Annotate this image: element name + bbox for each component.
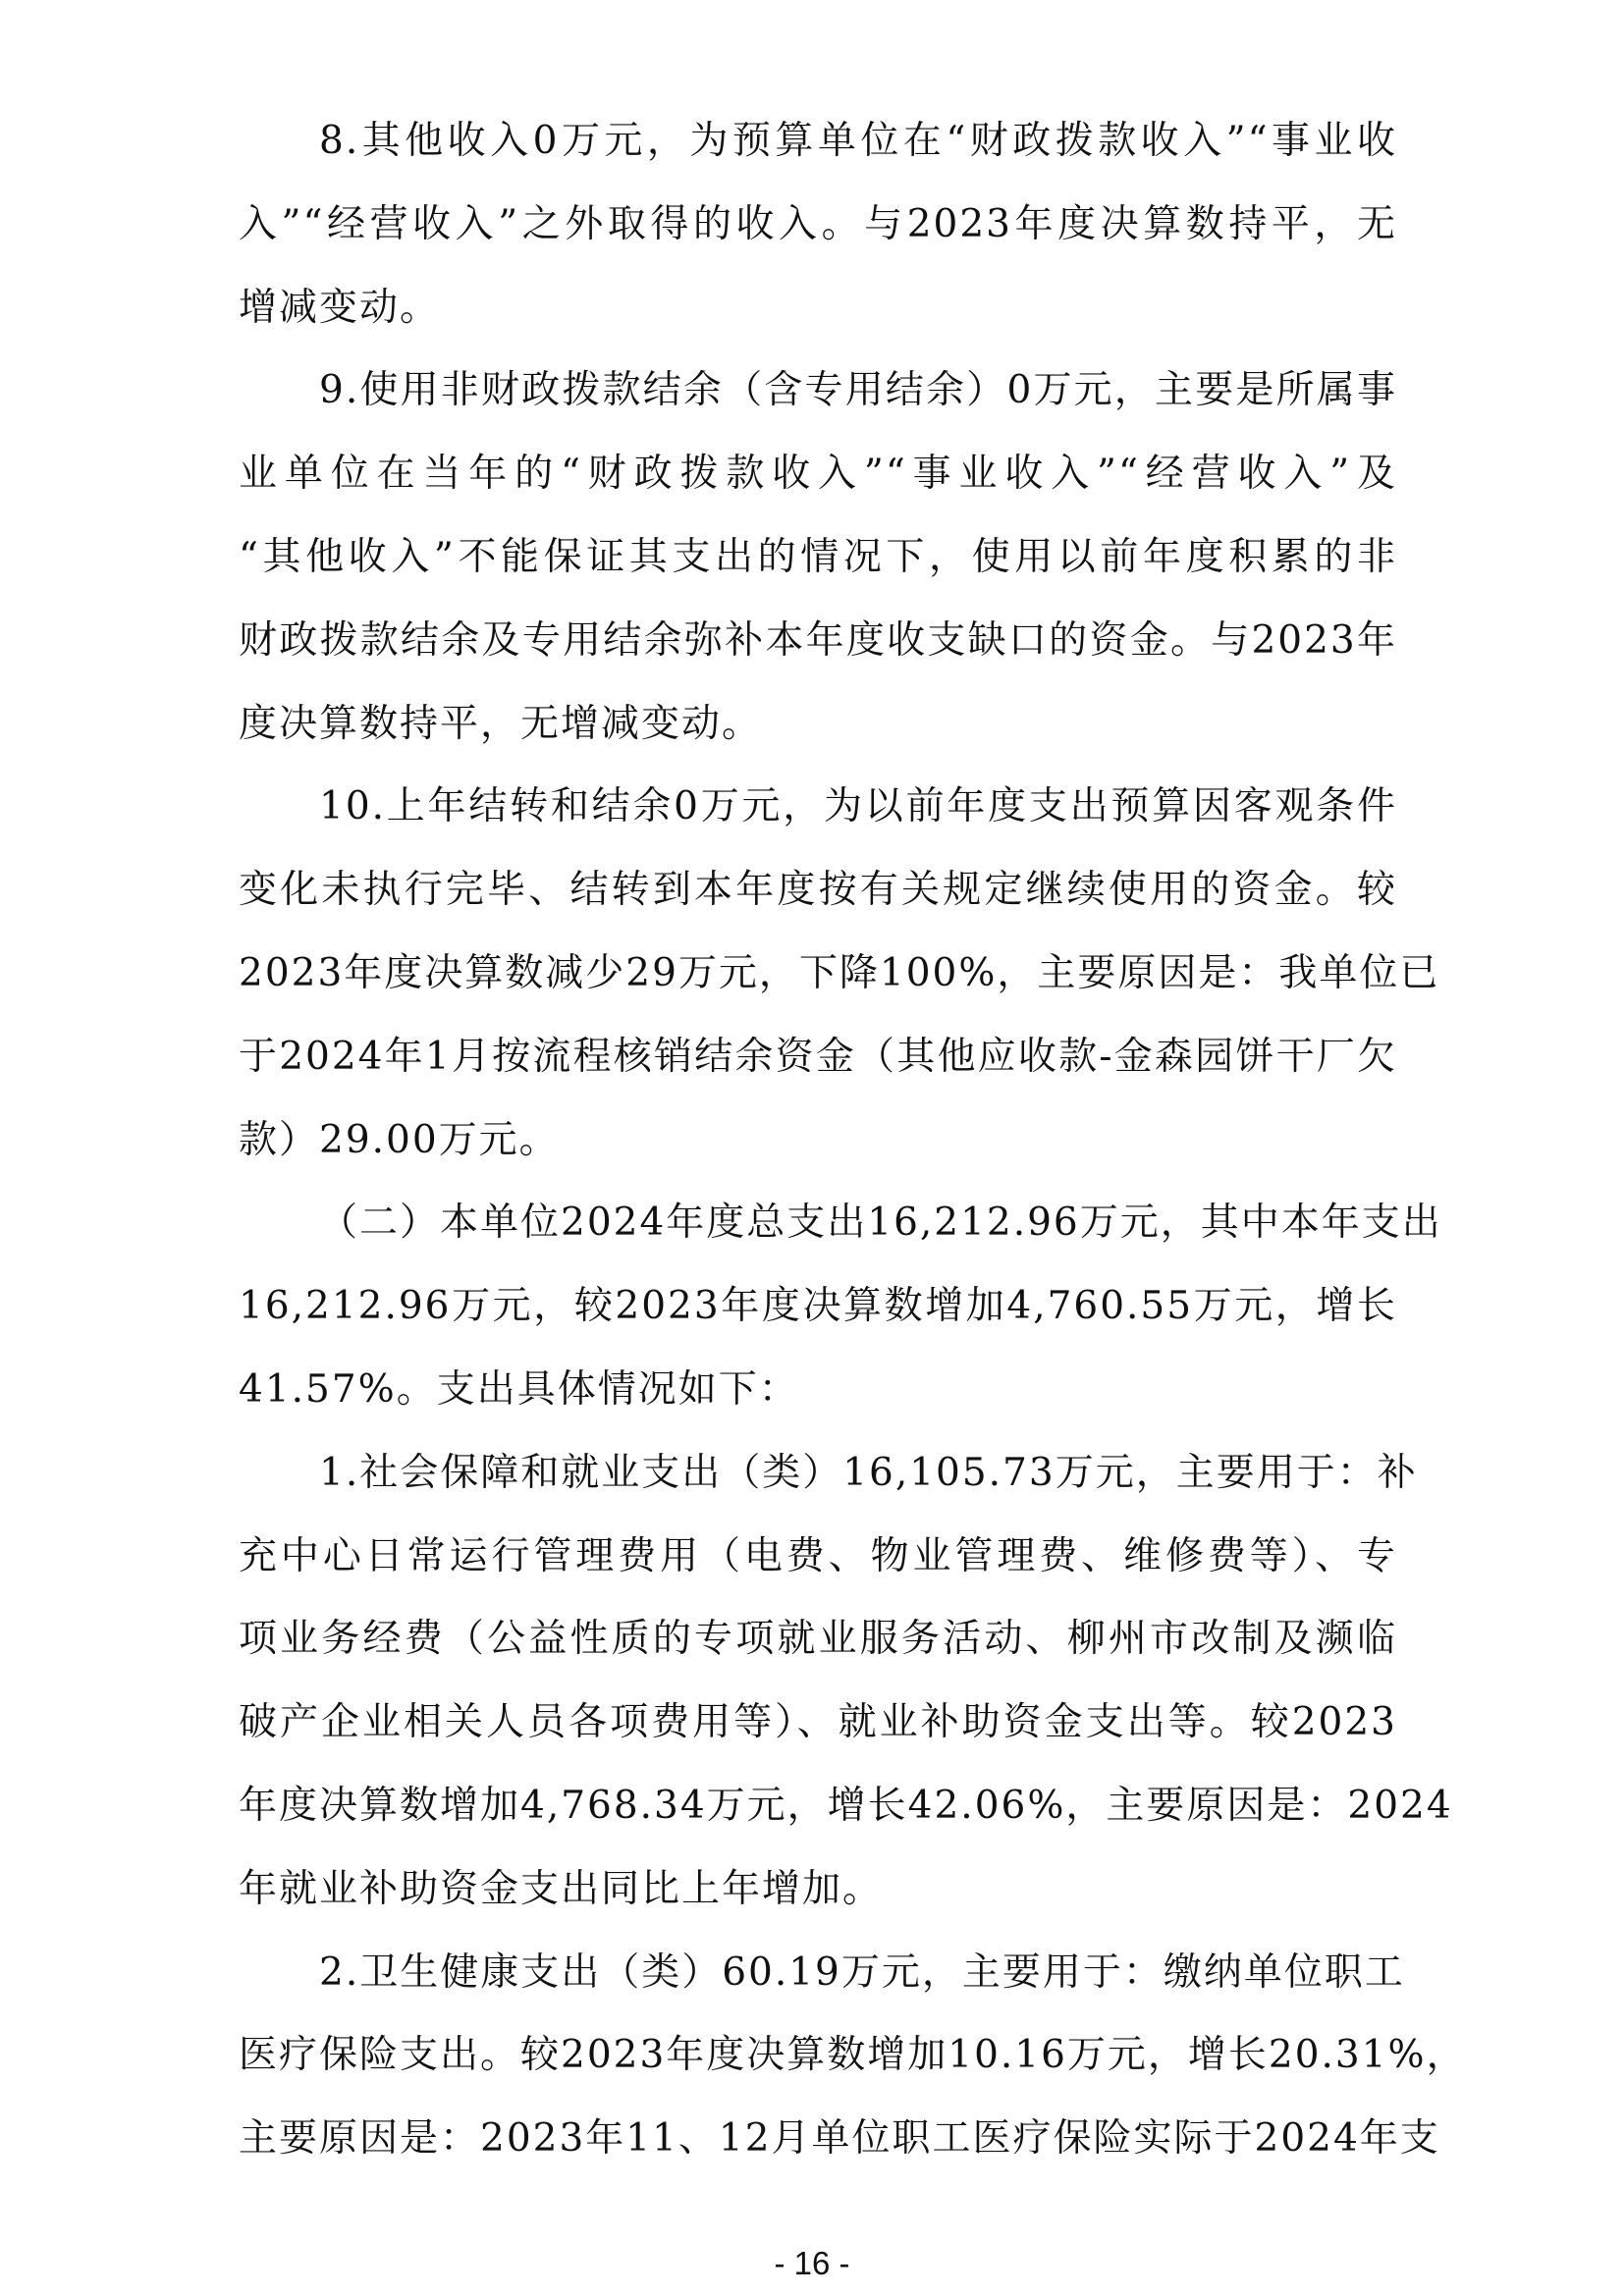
- text-line: 10.上年结转和结余0万元，为以前年度支出预算因客观条件: [319, 784, 1397, 829]
- text-line: 于2024年1月按流程核销结余资金（其他应收款-金森园饼干厂欠: [239, 1034, 1397, 1079]
- text-line: 度决算数持平，无增减变动。: [239, 701, 763, 746]
- page-number: - 16 -: [774, 2245, 850, 2281]
- text-line: “其他收入”不能保证其支出的情况下，使用以前年度积累的非: [239, 534, 1397, 579]
- text-line: 入”“经营收入”之外取得的收入。与2023年度决算数持平，无: [239, 201, 1397, 246]
- text-line: 主要原因是：2023年11、12月单位职工医疗保险实际于2024年支: [239, 2116, 1440, 2162]
- text-line: 财政拨款结余及专用结余弥补本年度收支缺口的资金。与2023年: [239, 617, 1397, 663]
- text-line: 41.57%。支出具体情况如下：: [239, 1366, 799, 1412]
- paragraph-social-security: [239, 1432, 1453, 1932]
- text-line: 充中心日常运行管理费用（电费、物业管理费、维修费等）、专: [239, 1533, 1397, 1578]
- text-line: 业单位在当年的“财政拨款收入”“事业收入”“经营收入”及: [239, 452, 1397, 497]
- text-line: 变化未执行完毕、结转到本年度按有关规定继续使用的资金。较: [239, 868, 1397, 913]
- paragraph-other-income: [239, 100, 1397, 349]
- text-line: 年就业补助资金支出同比上年增加。: [239, 1866, 884, 1911]
- paragraph-non-fiscal-balance: [239, 349, 1397, 766]
- text-line: 1.社会保障和就业支出（类）16,105.73万元，主要用于：补: [319, 1450, 1418, 1495]
- text-line: （二）本单位2024年度总支出16,212.96万元，其中本年支出: [319, 1201, 1442, 1246]
- paragraph-carryover: [239, 766, 1440, 1182]
- text-line: 8.其他收入0万元，为预算单位在“财政拨款收入”“事业收: [319, 119, 1397, 163]
- text-line: 破产企业相关人员各项费用等）、就业补助资金支出等。较2023: [239, 1700, 1397, 1745]
- text-line: 年度决算数增加4,768.34万元，增长42.06%，主要原因是：2024: [239, 1783, 1453, 1828]
- text-line: 2023年度决算数减少29万元，下降100%，主要原因是：我单位已: [239, 950, 1440, 995]
- text-line: 医疗保险支出。较2023年度决算数增加10.16万元，增长20.31%，: [239, 2033, 1467, 2078]
- text-line: 2.卫生健康支出（类）60.19万元，主要用于：缴纳单位职工: [319, 1949, 1405, 1995]
- text-line: 9.使用非财政拨款结余（含专用结余）0万元，主要是所属事: [319, 368, 1397, 413]
- text-line: 16,212.96万元，较2023年度决算数增加4,760.55万元，增长: [239, 1284, 1397, 1329]
- paragraph-health: [239, 1932, 1467, 2181]
- text-line: 项业务经费（公益性质的专项就业服务活动、柳州市改制及濒临: [239, 1617, 1397, 1662]
- text-line: 款）29.00万元。: [239, 1117, 560, 1162]
- paragraph-total-expenditure: [239, 1182, 1442, 1431]
- text-line: 增减变动。: [239, 285, 441, 330]
- body-text: [239, 100, 1467, 2181]
